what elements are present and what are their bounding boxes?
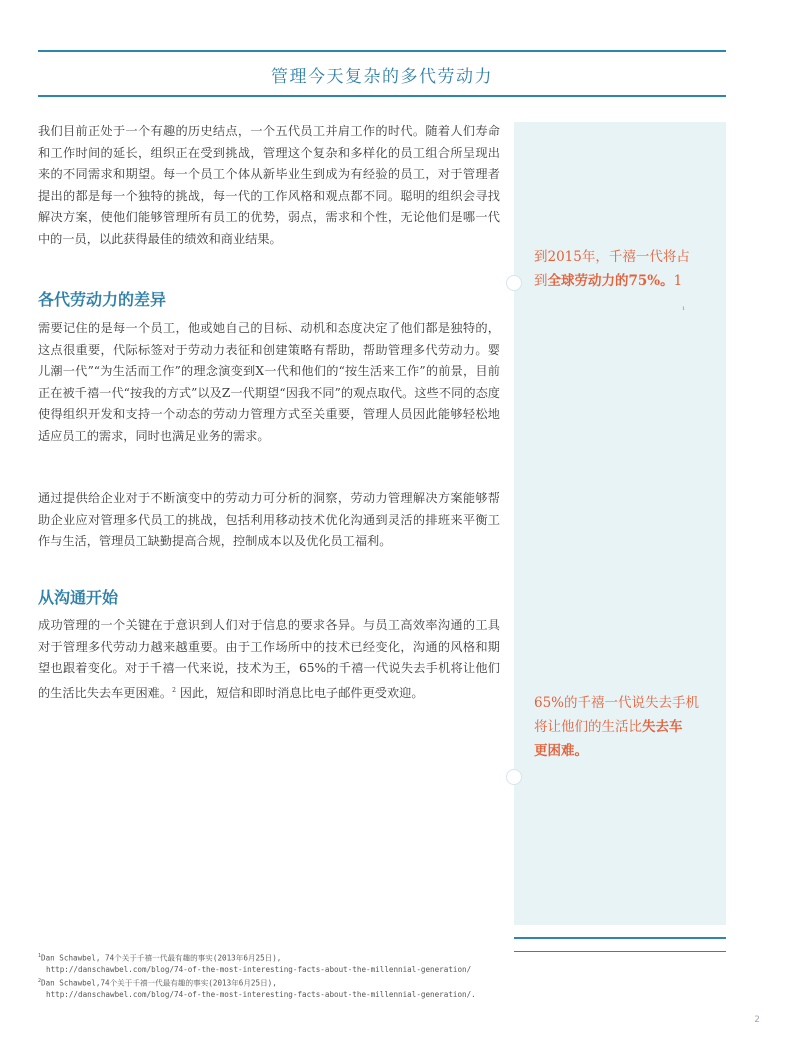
quote2-bold-2: 更困难。 — [534, 743, 588, 759]
diff-paragraph-1: 需要记住的是每一个员工，他或她自己的目标、动机和态度决定了他们都是独特的，这点很重要，代际标签对于劳动力表征和创建策略有帮助，帮助管理多代劳动力。婴儿潮一代”“为生活而工作”的理念演变到X一代和他们的“按生活来工作”的前景，目前正在被千禧一代“按我的方式”以及Z一代期望“因我不同”的观点取代。这些不同的态度使得组织开发和支持一个动态的劳动力管理方式至关重要，管理人员因此能够轻松地适应员工的需求，同时也满足业务的需求。 — [38, 321, 500, 443]
footnote-2-text: Dan Schawbel,74个关于千禧一代最有趣的事实(2013年6月25日), — [41, 978, 277, 988]
comm-paragraph-tail: 因此，短信和即时消息比电子邮件更受欢迎。 — [175, 685, 424, 700]
comm-paragraph-text: 成功管理的一个关键在于意识到人们对于信息的要求各异。与员工高效率沟通的工具对于管理多代劳动力越来越重要。由于工作场所中的技术已经变化，沟通的风格和期望也跟着变化。对于千禧一代来说，技术为王，65%的千禧一代说失去手机将让他们的生活比失去车更困难。 — [38, 618, 500, 700]
sidebar-dot-2 — [506, 769, 522, 785]
section-heading-diff: 各代劳动力的差异 — [38, 290, 167, 309]
footnote-1 — [38, 951, 738, 964]
title-underline — [38, 95, 726, 97]
footnote-1-url[interactable]: http://danschawbel.com/blog/74-of-the-most-interesting-facts-about-the-millennial-generation/ — [46, 965, 472, 975]
page-number: 2 — [754, 1015, 760, 1025]
page-title: 管理今天复杂的多代劳动力 — [271, 67, 493, 87]
quote1-line1: 到2015年，千禧一代将占 — [534, 249, 690, 265]
sidebar-quote-1 — [534, 245, 714, 312]
quote2-line2 — [534, 715, 714, 739]
quote1-ref: 1 — [673, 273, 683, 289]
quote1-bold: 全球劳动力的75%。 — [547, 273, 674, 289]
top-rule — [38, 50, 726, 52]
footnote-2-sup: 2 — [38, 977, 42, 984]
sidebar-panel — [514, 122, 726, 925]
quote1-pre: 到 — [534, 273, 548, 289]
footnote-1-text: Dan Schawbel, 74个关于千禧一代最有趣的事实(2013年6月25日), — [41, 953, 282, 963]
comm-paragraph — [38, 615, 500, 704]
intro-paragraph: 我们目前正处于一个有趣的历史结点，一个五代员工并肩工作的时代。随着人们寿命和工作时间的延长，组织正在受到挑战，管理这个复杂和多样化的员工组合所呈现出来的不同需求和期望。每一个员工个体从新毕业生到成为有经验的员工，对于管理者提出的都是每一个独特的挑战，每一代的工作风格和观点都不同。聪明的组织会寻找解决方案，使他们能够管理所有员工的优势，弱点，需求和个性，无论他们是哪一代中的一员，以此获得最佳的绩效和商业结果。 — [38, 124, 500, 246]
sidebar-bottom-rule-1 — [514, 937, 726, 939]
quote2-line3 — [534, 739, 714, 763]
quote1-line2 — [534, 269, 714, 293]
footnote-1-sup: 1 — [38, 953, 42, 959]
footnote-2-url[interactable]: http://danschawbel.com/blog/74-of-the-most-interesting-facts-about-the-millennial-generation/. — [46, 989, 476, 999]
sidebar-quote-2 — [534, 691, 714, 763]
sidebar-dot-1 — [506, 275, 522, 291]
footnotes — [38, 951, 738, 1000]
footnote-ref-2: 2 — [172, 686, 176, 694]
section-heading-comm: 从沟通开始 — [38, 588, 119, 607]
quote2-line1: 65%的千禧一代说失去手机 — [534, 695, 700, 711]
footnote-2 — [38, 976, 738, 989]
quote1-small-ref: 1 — [682, 306, 686, 312]
diff-paragraph-2: 通过提供给企业对于不断演变中的劳动力可分析的洞察，劳动力管理解决方案能够帮助企业应对管理多代员工的挑战，包括利用移动技术优化沟通到灵活的排班来平衡工作与生活，管理员工缺勤提高合规，控制成本以及优化员工福利。 — [38, 491, 500, 549]
quote2-bold-1: 失去车 — [642, 719, 683, 735]
quote2-pre: 将让他们的生活比 — [534, 719, 642, 735]
